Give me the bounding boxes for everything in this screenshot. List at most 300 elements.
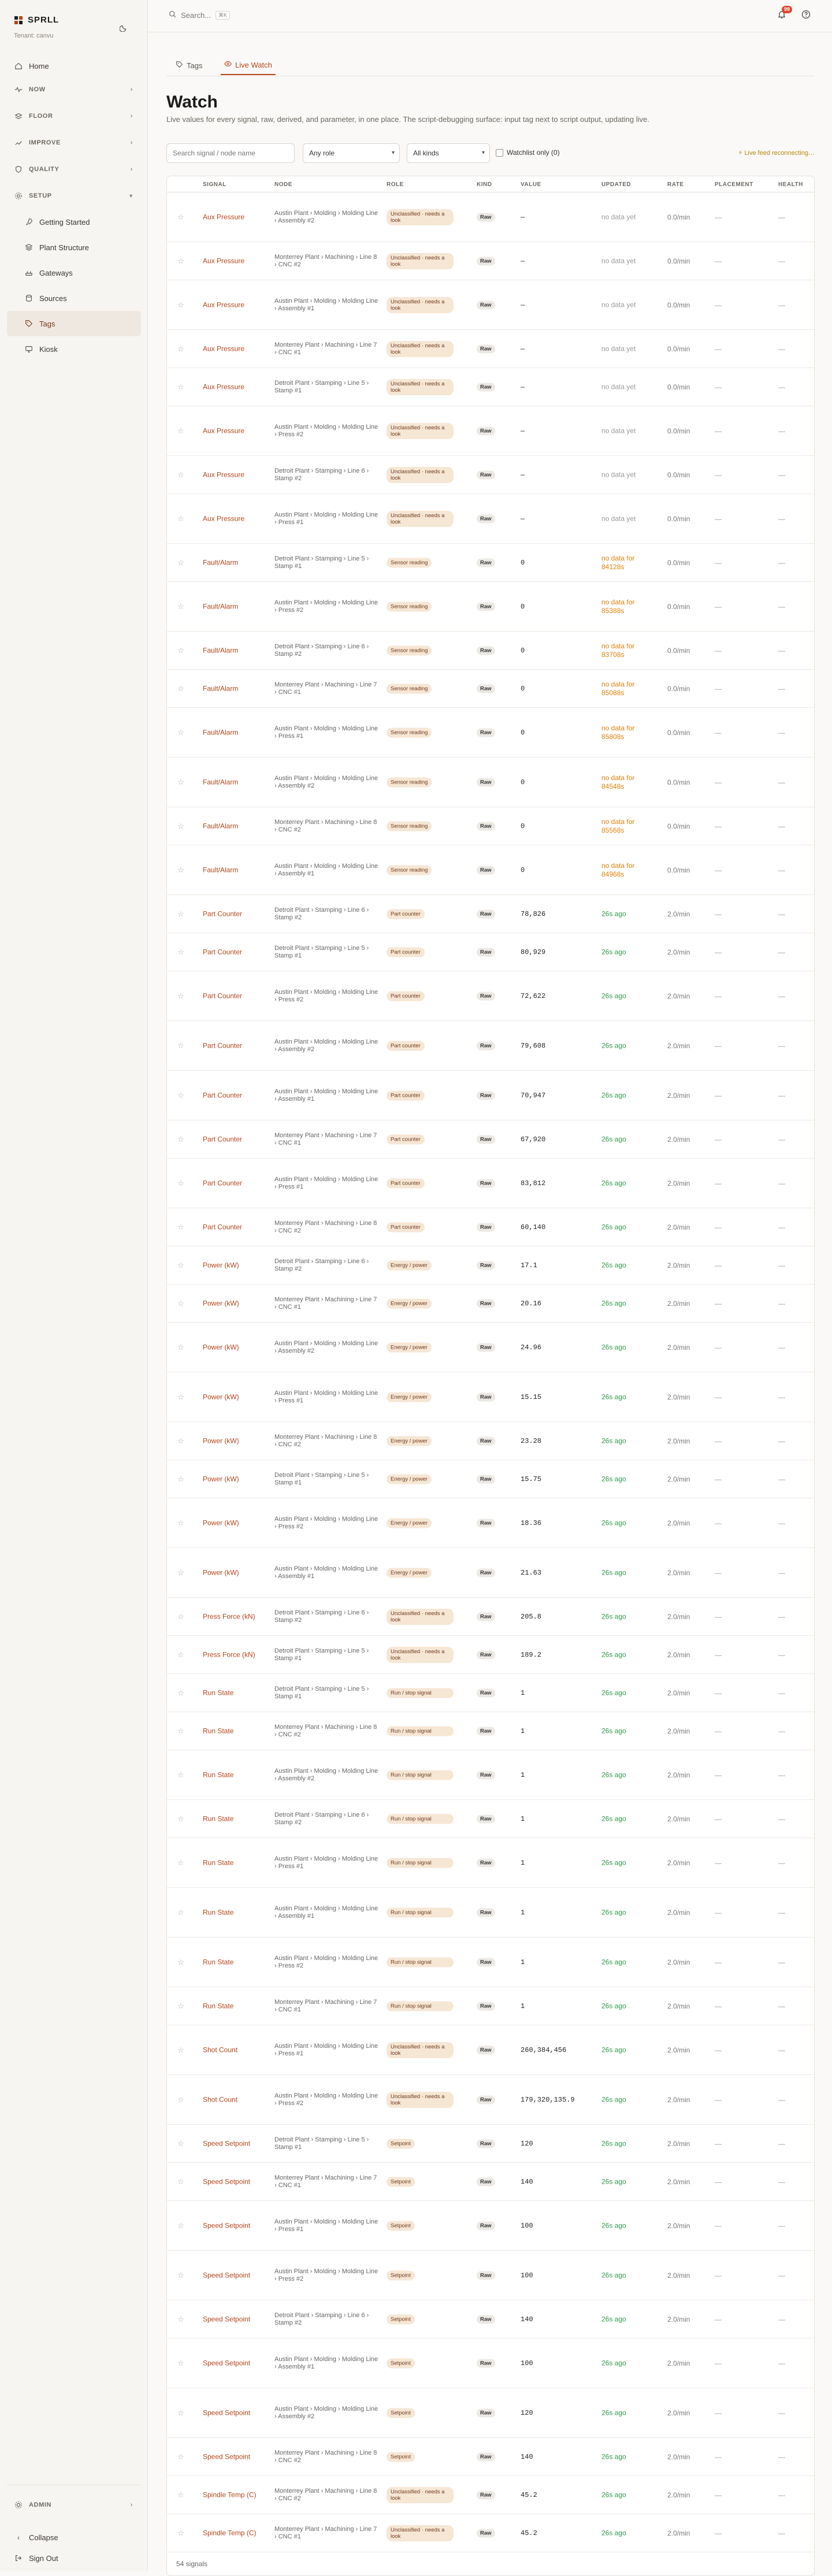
table-row[interactable]	[167, 1071, 814, 1120]
table-row[interactable]	[167, 1120, 814, 1159]
placement-value: —	[715, 2490, 722, 2499]
kind-badge: Raw	[477, 2315, 495, 2323]
sidebar-item-floor[interactable]	[7, 103, 141, 129]
signal-name[interactable]: Speed Setpoint	[203, 2452, 251, 2460]
node-path: Austin Plant › Molding › Molding Line › Assembly #2	[274, 1339, 378, 1354]
signal-search-input[interactable]	[166, 143, 295, 163]
update-rate: 2.0/min	[667, 1568, 690, 1577]
signal-name[interactable]: Part Counter	[203, 1223, 243, 1231]
table-row[interactable]	[167, 1838, 814, 1888]
star-icon[interactable]: ☆	[177, 1041, 184, 1050]
collapse-button[interactable]	[7, 2527, 141, 2548]
signal-name[interactable]: Fault/Alarm	[203, 646, 239, 654]
signal-name[interactable]: Part Counter	[203, 992, 243, 1000]
column-header-node[interactable]: NODE	[274, 181, 292, 188]
table-row[interactable]	[167, 1800, 814, 1838]
star-icon[interactable]: ☆	[177, 602, 184, 611]
eye-icon	[224, 60, 232, 69]
star-icon[interactable]: ☆	[177, 1090, 184, 1100]
health-value: —	[778, 383, 785, 391]
signal-name[interactable]: Press Force (kN)	[203, 1612, 255, 1620]
watchlist-label: Watchlist only (0)	[507, 149, 560, 157]
signal-name[interactable]: Power (kW)	[203, 1261, 239, 1269]
update-rate: 0.0/min	[667, 646, 690, 655]
star-icon[interactable]: ☆	[177, 2095, 184, 2104]
kind-select[interactable]	[407, 143, 490, 163]
star-icon[interactable]: ☆	[177, 1392, 184, 1401]
star-icon[interactable]: ☆	[177, 2358, 184, 2367]
sidebar-item-getting-started[interactable]	[7, 209, 141, 235]
placement-value: —	[715, 344, 722, 353]
node-path: Austin Plant › Molding › Molding Line › Press #1	[274, 2042, 378, 2057]
star-icon[interactable]: ☆	[177, 344, 184, 353]
star-icon[interactable]: ☆	[177, 426, 184, 435]
role-badge: Unclassified · needs a look	[387, 423, 454, 439]
signal-value: 67,920	[521, 1135, 546, 1144]
table-row[interactable]	[167, 845, 814, 895]
signal-name[interactable]: Part Counter	[203, 910, 243, 918]
signal-name[interactable]: Power (kW)	[203, 1393, 239, 1401]
update-rate: 0.0/min	[667, 866, 690, 874]
table-row[interactable]	[167, 368, 814, 406]
signal-name[interactable]: Run State	[203, 1770, 234, 1779]
health-value: —	[778, 2139, 785, 2148]
table-row[interactable]	[167, 2163, 814, 2201]
star-icon[interactable]: ☆	[177, 947, 184, 956]
signal-name[interactable]: Run State	[203, 1908, 234, 1916]
star-icon[interactable]: ☆	[177, 2490, 184, 2499]
admin-icon	[14, 2500, 23, 2510]
table-row[interactable]	[167, 406, 814, 456]
star-icon[interactable]: ☆	[177, 1770, 184, 1779]
role-badge: Run / stop signal	[387, 1770, 454, 1780]
signal-name[interactable]: Run State	[203, 2002, 234, 2010]
column-header-kind[interactable]: KIND	[477, 181, 492, 188]
signal-name[interactable]: Aux Pressure	[203, 383, 245, 391]
table-row[interactable]	[167, 242, 814, 280]
table-row[interactable]	[167, 2514, 814, 2552]
sign-out-button[interactable]	[7, 2548, 141, 2568]
signal-value: 18.36	[521, 1519, 542, 1527]
star-icon[interactable]: ☆	[177, 2177, 184, 2186]
table-row[interactable]	[167, 1937, 814, 1987]
table-row[interactable]	[167, 1372, 814, 1422]
health-value: —	[778, 646, 785, 655]
kind-badge: Raw	[477, 300, 495, 309]
star-icon[interactable]: ☆	[177, 514, 184, 523]
star-icon[interactable]: ☆	[177, 2221, 184, 2230]
kind-badge: Raw	[477, 778, 495, 786]
update-rate: 0.0/min	[667, 344, 690, 353]
update-rate: 0.0/min	[667, 257, 690, 265]
signal-name[interactable]: Run State	[203, 1858, 234, 1866]
star-icon[interactable]: ☆	[177, 1474, 184, 1483]
star-icon[interactable]: ☆	[177, 1814, 184, 1823]
column-header-role[interactable]: ROLE	[387, 181, 404, 188]
tab-live-watch[interactable]	[221, 55, 276, 75]
table-row[interactable]	[167, 1712, 814, 1750]
star-icon[interactable]: ☆	[177, 2408, 184, 2417]
table-row[interactable]	[167, 933, 814, 971]
column-header-updated[interactable]: UPDATED	[601, 181, 632, 188]
table-row[interactable]	[167, 1323, 814, 1372]
role-badge: Setpoint	[387, 2452, 415, 2462]
signal-name[interactable]: Part Counter	[203, 1179, 243, 1187]
column-header-placement[interactable]: PLACEMENT	[715, 181, 753, 188]
table-row[interactable]	[167, 1888, 814, 1937]
role-badge: Part counter	[387, 947, 425, 957]
table-row[interactable]	[167, 2388, 814, 2438]
table-row[interactable]	[167, 330, 814, 368]
signal-name[interactable]: Fault/Alarm	[203, 602, 239, 610]
table-row[interactable]	[167, 1548, 814, 1598]
signal-name[interactable]: Aux Pressure	[203, 213, 245, 221]
table-row[interactable]	[167, 1636, 814, 1674]
role-badge: Setpoint	[387, 2408, 415, 2418]
table-row[interactable]	[167, 758, 814, 807]
node-path: Austin Plant › Molding › Molding Line › Assembly #2	[274, 209, 378, 224]
sidebar-item-home[interactable]	[7, 55, 141, 76]
table-row[interactable]	[167, 2125, 814, 2163]
table-row[interactable]	[167, 895, 814, 933]
kind-badge: Raw	[477, 2221, 495, 2230]
signal-name[interactable]: Speed Setpoint	[203, 2315, 251, 2323]
star-icon[interactable]: ☆	[177, 2001, 184, 2010]
star-icon[interactable]: ☆	[177, 1342, 184, 1352]
signal-name[interactable]: Spindle Temp (C)	[203, 2529, 257, 2537]
star-icon[interactable]: ☆	[177, 2314, 184, 2323]
table-row[interactable]	[167, 1208, 814, 1246]
health-value: —	[778, 778, 785, 786]
updated-time: no data for 85568s	[601, 817, 635, 834]
signal-name[interactable]: Speed Setpoint	[203, 2139, 251, 2147]
node-path: Austin Plant › Molding › Molding Line › Assembly #1	[274, 1905, 378, 1920]
update-rate: 2.0/min	[667, 2271, 690, 2280]
signal-name[interactable]: Fault/Alarm	[203, 778, 239, 786]
table-row[interactable]	[167, 280, 814, 330]
signal-name[interactable]: Power (kW)	[203, 1299, 239, 1307]
node-path: Detroit Plant › Stamping › Line 5 › Stamp #1	[274, 944, 369, 959]
signal-name[interactable]: Press Force (kN)	[203, 1650, 255, 1658]
signal-name[interactable]: Part Counter	[203, 1091, 243, 1099]
star-icon[interactable]: ☆	[177, 2452, 184, 2461]
role-badge: Unclassified · needs a look	[387, 2487, 454, 2503]
updated-time: no data for 85088s	[601, 680, 635, 697]
signal-value: 21.63	[521, 1568, 542, 1577]
table-row[interactable]	[167, 1285, 814, 1323]
signal-name[interactable]: Aux Pressure	[203, 514, 245, 522]
star-icon[interactable]: ☆	[177, 865, 184, 874]
star-icon[interactable]: ☆	[177, 558, 184, 567]
health-value: —	[778, 1612, 785, 1621]
star-icon[interactable]: ☆	[177, 256, 184, 265]
trend-icon	[14, 138, 23, 147]
signal-name[interactable]: Part Counter	[203, 948, 243, 956]
signal-name[interactable]: Speed Setpoint	[203, 2359, 251, 2367]
kind-badge: Raw	[477, 910, 495, 918]
kind-badge: Raw	[477, 728, 495, 737]
column-header-signal[interactable]: SIGNAL	[203, 181, 226, 188]
table-row[interactable]	[167, 456, 814, 494]
signal-name[interactable]: Run State	[203, 1814, 234, 1822]
column-header-rate[interactable]: RATE	[667, 181, 684, 188]
star-icon[interactable]: ☆	[177, 727, 184, 737]
signal-name[interactable]: Speed Setpoint	[203, 2271, 251, 2279]
kind-badge: Raw	[477, 383, 495, 391]
signal-name[interactable]: Aux Pressure	[203, 300, 245, 309]
sidebar-item-gateways[interactable]	[7, 260, 141, 285]
table-row[interactable]	[167, 2201, 814, 2251]
table-row[interactable]	[167, 708, 814, 758]
signal-name[interactable]: Speed Setpoint	[203, 2408, 251, 2417]
table-row[interactable]	[167, 1021, 814, 1071]
star-icon[interactable]: ☆	[177, 470, 184, 479]
signal-name[interactable]: Power (kW)	[203, 1475, 239, 1483]
placement-value: —	[715, 300, 722, 309]
star-icon[interactable]: ☆	[177, 1726, 184, 1735]
kind-badge: Raw	[477, 1858, 495, 1867]
update-rate: 0.0/min	[667, 778, 690, 786]
notifications-button[interactable]	[775, 6, 790, 22]
table-row[interactable]	[167, 1598, 814, 1636]
table-row[interactable]	[167, 192, 814, 242]
theme-toggle-button[interactable]	[118, 23, 129, 35]
signal-value: 15.75	[521, 1475, 542, 1483]
table-row[interactable]	[167, 1750, 814, 1800]
signals-table	[166, 176, 815, 2576]
table-row[interactable]	[167, 1674, 814, 1712]
updated-time: 26s ago	[601, 1688, 626, 1697]
table-row[interactable]	[167, 971, 814, 1021]
sidebar-item-improve[interactable]	[7, 129, 141, 156]
signal-name[interactable]: Speed Setpoint	[203, 2221, 251, 2229]
star-icon[interactable]: ☆	[177, 1858, 184, 1867]
signal-name[interactable]: Power (kW)	[203, 1519, 239, 1527]
signal-name[interactable]: Aux Pressure	[203, 257, 245, 265]
star-icon[interactable]: ☆	[177, 821, 184, 830]
node-path: Detroit Plant › Stamping › Line 5 › Stamp #1	[274, 1685, 369, 1700]
page-description: Live values for every signal, raw, derived, and parameter, in one place. The script-debugging surface: input tag next to script output, updating live.	[166, 115, 649, 124]
placement-value: —	[715, 1393, 722, 1401]
star-icon[interactable]: ☆	[177, 1298, 184, 1308]
signal-name[interactable]: Run State	[203, 1688, 234, 1697]
signal-name[interactable]: Aux Pressure	[203, 426, 245, 435]
update-rate: 2.0/min	[667, 1858, 690, 1867]
column-header-health[interactable]: HEALTH	[778, 181, 803, 188]
updated-time: no data yet	[601, 514, 636, 522]
star-icon[interactable]: ☆	[177, 1436, 184, 1445]
star-icon[interactable]: ☆	[177, 684, 184, 693]
signal-name[interactable]: Shot Count	[203, 2095, 238, 2103]
health-value: —	[778, 257, 785, 265]
health-value: —	[778, 602, 785, 611]
table-row[interactable]	[167, 494, 814, 544]
signal-value: —	[521, 213, 525, 221]
chevron-down-icon: ▾	[129, 192, 133, 200]
monitor-icon	[24, 344, 34, 354]
node-path: Detroit Plant › Stamping › Line 6 › Stamp #2	[274, 2311, 369, 2326]
placement-value: —	[715, 1568, 722, 1577]
health-value: —	[778, 2408, 785, 2417]
kind-badge: Raw	[477, 1519, 495, 1527]
star-icon[interactable]: ☆	[177, 2045, 184, 2054]
placement-value: —	[715, 684, 722, 693]
updated-time: 26s ago	[601, 1393, 626, 1401]
table-row[interactable]	[167, 2251, 814, 2300]
table-row[interactable]	[167, 1460, 814, 1498]
tab-tags[interactable]	[176, 55, 202, 75]
signal-name[interactable]: Aux Pressure	[203, 344, 245, 352]
node-path: Monterrey Plant › Machining › Line 8 › CNC #2	[274, 1433, 377, 1448]
placement-value: —	[715, 2002, 722, 2010]
star-icon[interactable]: ☆	[177, 991, 184, 1000]
sidebar-item-quality[interactable]	[7, 156, 141, 183]
kind-badge: Raw	[477, 2271, 495, 2280]
chevron-right-icon: ›	[130, 2501, 133, 2508]
signal-name[interactable]: Speed Setpoint	[203, 2177, 251, 2185]
star-icon[interactable]: ☆	[177, 2528, 184, 2537]
sidebar-item-plant-structure[interactable]	[7, 235, 141, 260]
star-icon[interactable]: ☆	[177, 1568, 184, 1577]
updated-time: 26s ago	[601, 1041, 626, 1049]
placement-value: —	[715, 910, 722, 918]
table-row[interactable]	[167, 1987, 814, 2025]
signal-name[interactable]: Fault/Alarm	[203, 866, 239, 874]
table-row[interactable]	[167, 2339, 814, 2388]
health-value: —	[778, 213, 785, 221]
table-row[interactable]	[167, 1159, 814, 1208]
star-icon[interactable]: ☆	[177, 2270, 184, 2280]
table-row[interactable]	[167, 2300, 814, 2339]
update-rate: 0.0/min	[667, 383, 690, 391]
signal-name[interactable]: Fault/Alarm	[203, 684, 239, 692]
layers-icon	[24, 243, 34, 252]
update-rate: 0.0/min	[667, 470, 690, 479]
kind-badge: Raw	[477, 1041, 495, 1050]
star-icon[interactable]: ☆	[177, 1612, 184, 1621]
table-row[interactable]	[167, 2476, 814, 2514]
sidebar-item-setup[interactable]	[7, 183, 141, 209]
health-value: —	[778, 344, 785, 353]
star-icon[interactable]: ☆	[177, 300, 184, 309]
updated-time: no data yet	[601, 300, 636, 309]
health-value: —	[778, 910, 785, 918]
node-path: Monterrey Plant › Machining › Line 7 › CNC #1	[274, 1131, 377, 1146]
node-path: Monterrey Plant › Machining › Line 8 › CNC #2	[274, 2487, 377, 2502]
signal-name[interactable]: Power (kW)	[203, 1568, 239, 1576]
table-row[interactable]	[167, 670, 814, 708]
signal-value: 15.15	[521, 1393, 542, 1401]
health-value: —	[778, 2221, 785, 2230]
table-row[interactable]	[167, 632, 814, 670]
sidebar-item-tags[interactable]	[7, 311, 141, 336]
global-search[interactable]	[169, 10, 230, 20]
signal-name[interactable]: Power (kW)	[203, 1437, 239, 1445]
signal-value: 140	[521, 2452, 533, 2461]
sidebar-item-sources[interactable]	[7, 285, 141, 311]
updated-time: 26s ago	[601, 1650, 626, 1658]
placement-value: —	[715, 2139, 722, 2148]
update-rate: 2.0/min	[667, 1261, 690, 1270]
star-icon[interactable]: ☆	[177, 1518, 184, 1527]
update-rate: 2.0/min	[667, 2095, 690, 2104]
star-icon[interactable]: ☆	[177, 212, 184, 221]
star-icon[interactable]: ☆	[177, 1260, 184, 1270]
star-icon[interactable]: ☆	[177, 645, 184, 655]
signal-name[interactable]: Fault/Alarm	[203, 822, 239, 830]
star-icon[interactable]: ☆	[177, 1178, 184, 1187]
star-icon[interactable]: ☆	[177, 1222, 184, 1231]
signal-name[interactable]: Shot Count	[203, 2046, 238, 2054]
star-icon[interactable]: ☆	[177, 1134, 184, 1144]
sidebar-item-now[interactable]	[7, 76, 141, 103]
star-icon[interactable]: ☆	[177, 382, 184, 391]
table-row[interactable]	[167, 1422, 814, 1460]
signal-name[interactable]: Power (kW)	[203, 1343, 239, 1351]
update-rate: 0.0/min	[667, 822, 690, 830]
role-badge: Run / stop signal	[387, 1957, 454, 1967]
table-row[interactable]	[167, 807, 814, 845]
signal-name[interactable]: Run State	[203, 1727, 234, 1735]
table-row[interactable]	[167, 2075, 814, 2125]
star-icon[interactable]: ☆	[177, 2139, 184, 2148]
table-row[interactable]	[167, 1498, 814, 1548]
table-row[interactable]	[167, 582, 814, 632]
signal-name[interactable]: Spindle Temp (C)	[203, 2490, 257, 2499]
star-icon[interactable]: ☆	[177, 1907, 184, 1917]
role-badge: Setpoint	[387, 2221, 415, 2230]
table-row[interactable]	[167, 1246, 814, 1285]
placement-value: —	[715, 602, 722, 611]
notification-count-badge: 99	[782, 6, 792, 13]
signal-name[interactable]: Fault/Alarm	[203, 558, 239, 566]
signal-name[interactable]: Aux Pressure	[203, 470, 245, 478]
table-row[interactable]	[167, 544, 814, 582]
sidebar-item-kiosk[interactable]	[7, 336, 141, 362]
health-value: —	[778, 1437, 785, 1445]
kind-badge: Raw	[477, 1814, 495, 1823]
update-rate: 2.0/min	[667, 2359, 690, 2367]
star-icon[interactable]: ☆	[177, 1688, 184, 1697]
role-badge: Unclassified · needs a look	[387, 467, 454, 483]
role-badge: Energy / power	[387, 1436, 432, 1446]
help-button[interactable]	[800, 9, 812, 22]
signal-name[interactable]: Part Counter	[203, 1041, 243, 1049]
watchlist-only-toggle[interactable]	[496, 149, 560, 157]
table-row[interactable]	[167, 2438, 814, 2476]
signal-name[interactable]: Part Counter	[203, 1135, 243, 1143]
star-icon[interactable]: ☆	[177, 1957, 184, 1966]
update-rate: 0.0/min	[667, 684, 690, 693]
watchlist-checkbox[interactable]	[496, 149, 503, 157]
node-path: Austin Plant › Molding › Molding Line › Assembly #2	[274, 2405, 378, 2420]
table-row[interactable]	[167, 2025, 814, 2075]
column-header-value[interactable]: VALUE	[521, 181, 541, 188]
star-icon[interactable]: ☆	[177, 777, 184, 786]
kind-badge: Raw	[477, 1650, 495, 1659]
role-select[interactable]	[303, 143, 400, 163]
signal-value: 189.2	[521, 1650, 542, 1659]
search-placeholder: Search...	[181, 10, 211, 20]
star-icon[interactable]: ☆	[177, 909, 184, 918]
brand[interactable]	[14, 15, 59, 25]
placement-value: —	[715, 2529, 722, 2537]
signal-name[interactable]: Fault/Alarm	[203, 728, 239, 736]
signal-name[interactable]: Run State	[203, 1958, 234, 1966]
signal-value: 140	[521, 2177, 533, 2186]
sidebar-item-admin[interactable]	[7, 2493, 141, 2516]
star-icon[interactable]: ☆	[177, 1650, 184, 1659]
